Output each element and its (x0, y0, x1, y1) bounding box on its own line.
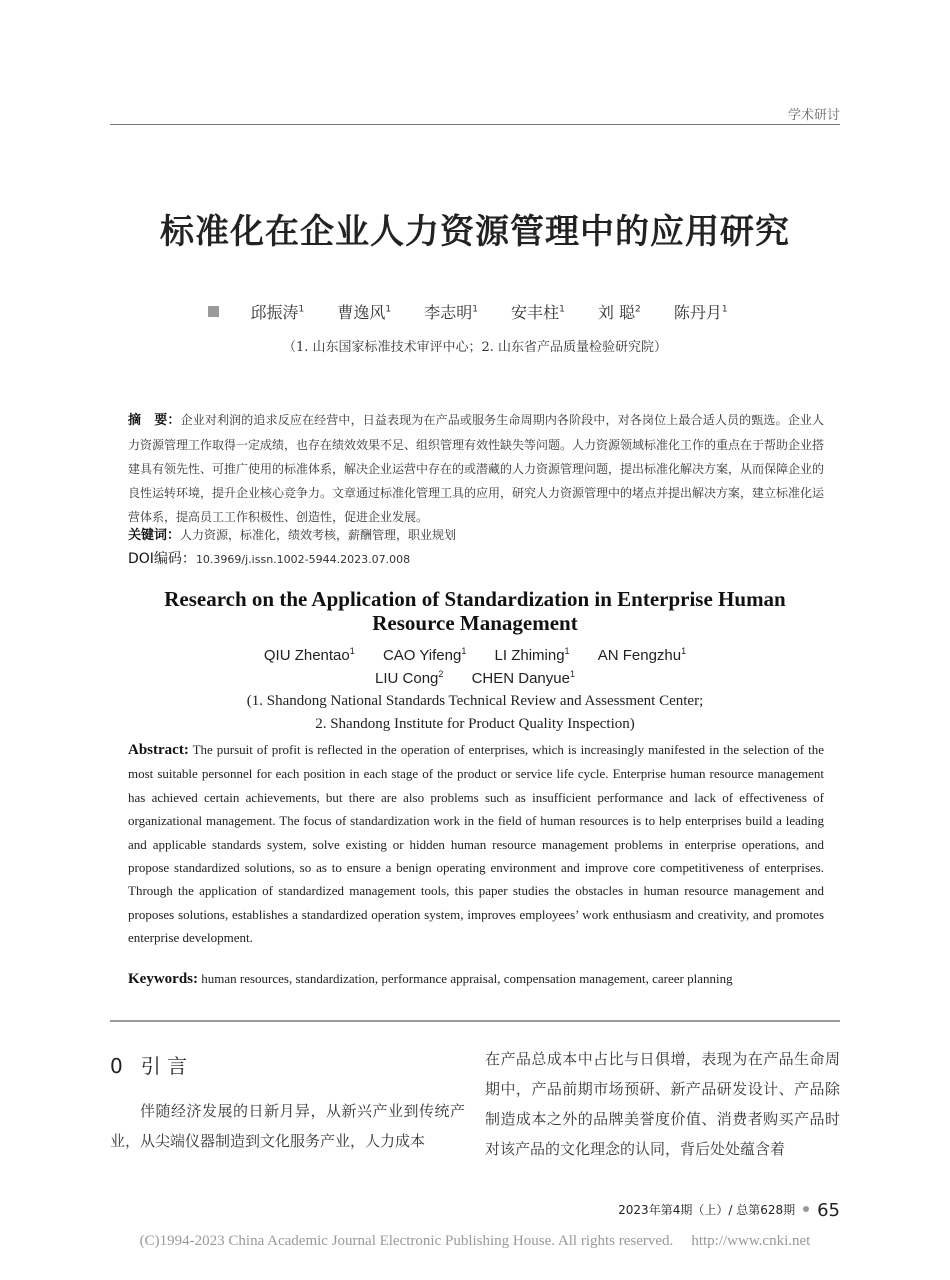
bullet-dot-icon (803, 1206, 809, 1212)
title-en-line1: Research on the Application of Standardization in Enterprise Human (164, 587, 786, 611)
section-title: 引 言 (140, 1054, 188, 1078)
doi (128, 548, 410, 568)
section-number: 0 (110, 1054, 123, 1078)
page-number: 65 (817, 1200, 840, 1221)
abstract-en-text: The pursuit of profit is reflected in the operation of enterprises, which is increasingly manifested in the selection of the most suitable personnel for each position in each stage of the product or service life cycle. Enterprise human resource management has achieved certain achievements, but there are also problems such as insufficient performance and lack of effectiveness of organizational management. The focus of standardization work in the field of human resources is to help enterprises build a leading and applicable standards system, solve existing or hidden human resource management problems in enterprise operations, and propose standardized solutions, so as to ensure a benign operating environment and improve core competitiveness of enterprises. Through the application of standardized management tools, this paper studies the obstacles in human resource management and proposes solutions, establishes a standardized operation system, improves employees’ work enthusiasm and creativity, and promotes enterprise development. (128, 742, 825, 946)
abstract-cn (128, 408, 824, 529)
copyright-text: (C)1994-2023 China Academic Journal Electronic Publishing House. All rights reserved. (139, 1233, 674, 1249)
keywords-cn-label: 关键词： (128, 528, 181, 543)
body-paragraph: 伴随经济发展的日新月异，从新兴产业到传统产业，从尖端仪器制造到文化服务产业，人力成本 (110, 1102, 465, 1150)
title-en (0, 587, 950, 635)
author-en: CHEN Danyue$^1$ (471, 669, 575, 687)
keywords-en (128, 971, 824, 988)
author-cn: 邱振涛$^1$ (250, 303, 305, 322)
author-cn: 曹逸风$^1$ (337, 303, 392, 322)
author-en: LIU Cong$^2$ (375, 669, 444, 687)
keywords-en-label: Keywords: (128, 971, 198, 987)
abstract-cn-text: 企业对利润的追求反应在经营中，日益表现为在产品或服务生命周期内各阶段中，对各岗位上最合适人员的甄选。企业人力资源管理工作取得一定成绩，也存在绩效效果不足、组织管理有效性缺失等问题。人力资源领域标准化工作的重点在于帮助企业搭建具有领先性、可推广使用的标准体系，解决企业运营中存在的或潜藏的人力资源管理问题，提出标准化解决方案，从而保障企业的良性运转环境，提升企业核心竞争力。文章通过标准化管理工具的应用，研究人力资源管理中的堵点并提出解决方案，建立标准化运营体系，提高员工工作积极性、创造性，促进企业发展。 (128, 413, 825, 524)
abstract-en (128, 738, 824, 950)
page-title: 标准化在企业人力资源管理中的应用研究 (160, 212, 790, 252)
author-list-en-line2 (0, 669, 950, 687)
title-en-line2: Resource Management (372, 611, 578, 635)
affiliation-cn: （1. 山东国家标准技术审评中心；2. 山东省产品质量检验研究院） (282, 340, 668, 355)
page-footer (618, 1200, 840, 1221)
keywords-cn-text: 人力资源，标准化，绩效考核，薪酬管理，职业规划 (180, 528, 457, 542)
body-column-left (110, 1096, 465, 1156)
keywords-cn (128, 524, 456, 543)
abstract-en-label: Abstract: (128, 742, 189, 758)
doi-label: DOI编码： (128, 551, 196, 567)
author-cn: 刘 聪$^2$ (597, 303, 641, 322)
author-en: LI Zhiming$^1$ (494, 646, 570, 664)
author-list-en-line1 (0, 646, 950, 664)
author-cn: 陈丹月$^1$ (673, 303, 728, 322)
header-rule (110, 124, 840, 125)
square-bullet-icon (208, 306, 219, 317)
section-heading (110, 1050, 187, 1079)
body-column-right (485, 1044, 840, 1164)
section-tag: 学术研讨 (787, 108, 840, 123)
keywords-en-text: human resources, standardization, performance appraisal, compensation management, career planning (201, 971, 733, 986)
author-cn: 李志明$^1$ (424, 303, 478, 322)
author-cn: 安丰柱$^1$ (511, 303, 565, 322)
body-paragraph: 在产品总成本中占比与日俱增，表现为在产品生命周期中，产品前期市场预研、新产品研发设计、产品除制造成本之外的品牌美誉度价值、消费者购买产品时对该产品的文化理念的认同，背后处处蕴含着 (485, 1050, 840, 1158)
affiliation-en-line2: 2. Shandong Institute for Product Quality Inspection) (315, 716, 635, 732)
abstract-cn-label: 摘 要： (128, 413, 181, 428)
copyright-notice (0, 1233, 950, 1250)
author-en: QIU Zhentao$^1$ (263, 646, 355, 664)
affiliation-en-line1: (1. Shandong National Standards Technical Review and Assessment Center; (246, 693, 704, 709)
author-en: AN Fengzhu$^1$ (597, 646, 687, 664)
section-divider (110, 1020, 840, 1022)
author-en: CAO Yifeng$^1$ (382, 646, 467, 664)
copyright-url[interactable]: http://www.cnki.net (691, 1233, 811, 1249)
issue-info: 2023年第4期（上）/ 总第628期 (618, 1203, 796, 1217)
doi-value: 10.3969/j.issn.1002-5944.2023.07.008 (195, 553, 411, 566)
author-list-cn (0, 300, 950, 323)
